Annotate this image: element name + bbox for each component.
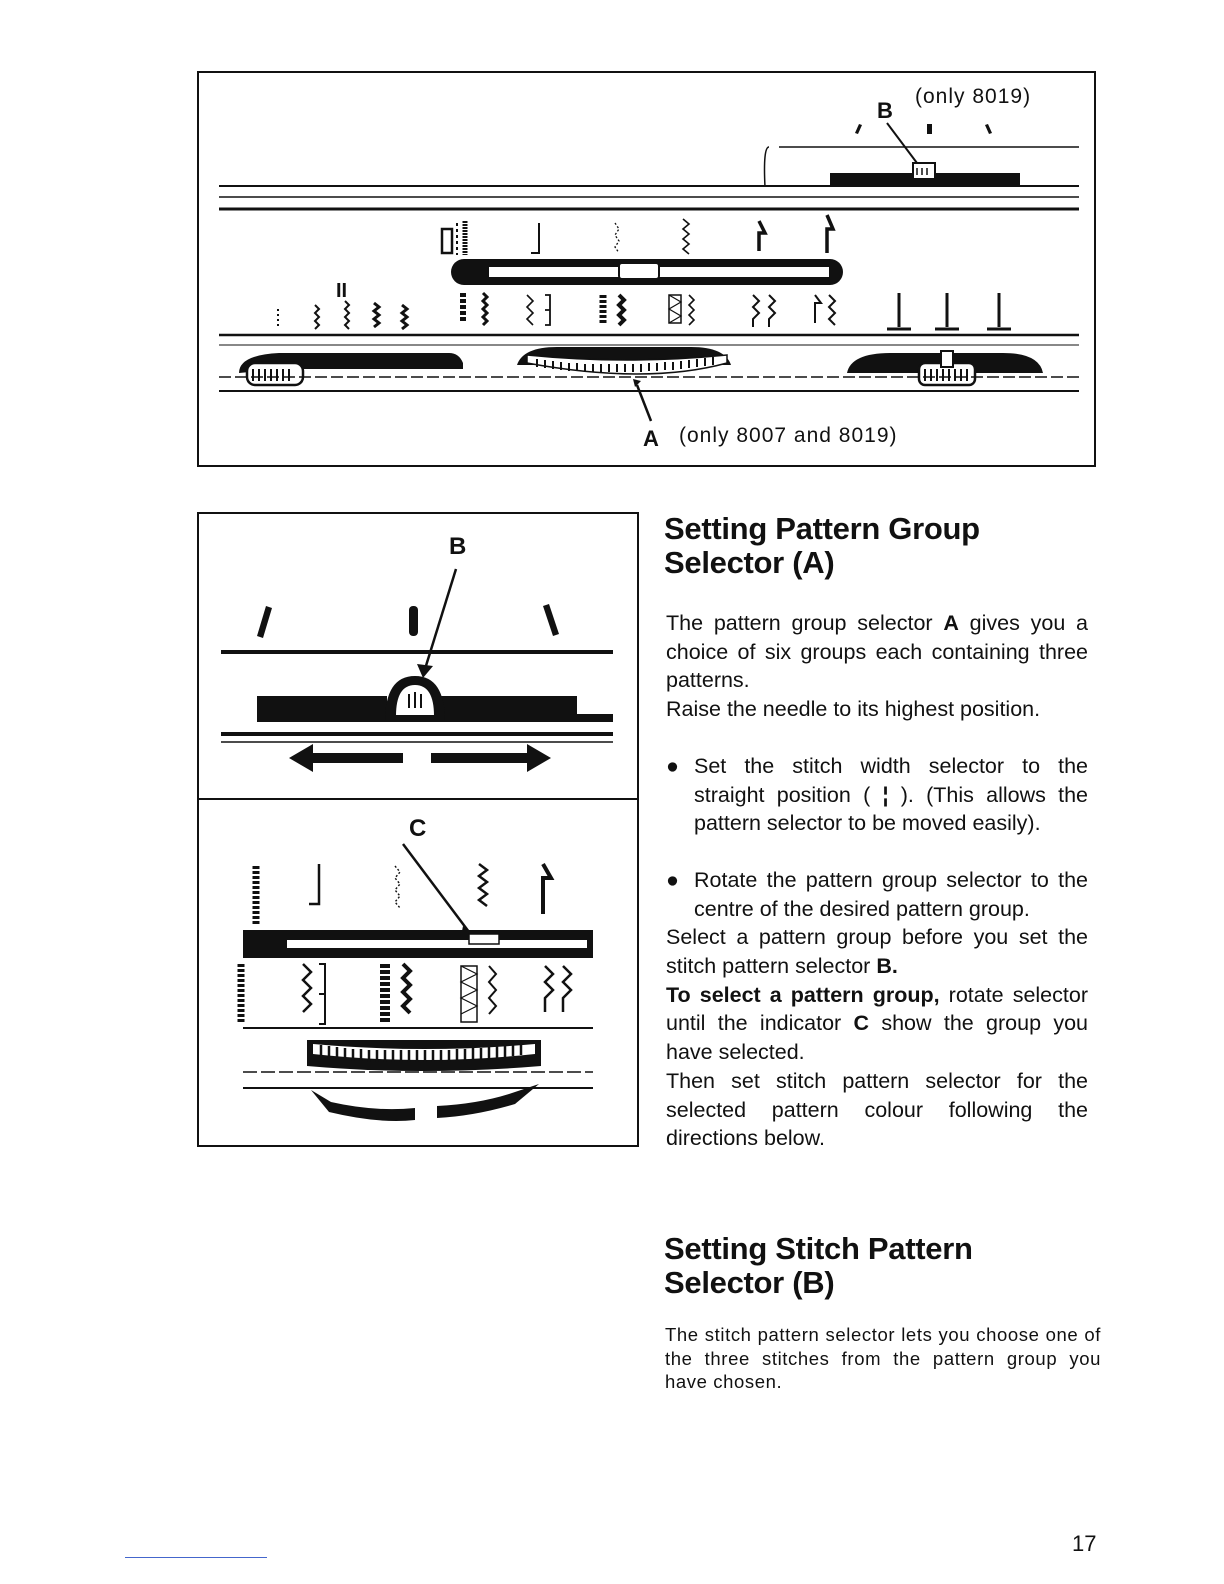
page-number: 17 [1072, 1531, 1097, 1556]
position-mark-right [985, 124, 992, 134]
bullet-dot: ● [666, 753, 679, 778]
label-b: B [877, 98, 893, 123]
section2-heading-line2: Selector (B) [664, 1265, 835, 1300]
label-c: C [409, 815, 427, 842]
section2-heading-line1: Setting Stitch Pattern [664, 1231, 973, 1266]
top-diagram-panel [197, 71, 1096, 467]
position-mark-left [855, 124, 862, 134]
bullet-dot: ● [666, 867, 679, 892]
intro-paragraph: The pattern group selector A gives you a choice of six groups each containing three patterns. [666, 611, 1088, 693]
section2-body: The stitch pattern selector lets you choose one of the three stitches from the pattern group you have chosen. [665, 1324, 1101, 1392]
position-mark-center [927, 124, 932, 134]
label-b-detail: B [449, 533, 467, 560]
section1-heading-line2: Selector (A) [664, 545, 835, 580]
rotate-arrow-right [437, 1084, 539, 1118]
label-a-note: (only 8007 and 8019) [679, 424, 898, 447]
section1-heading [664, 512, 980, 580]
straight-position-symbol: ¦ [882, 782, 889, 807]
section1-heading-line1: Setting Pattern Group [664, 511, 980, 546]
select-group-text: Select a pattern group before you set the stitch pattern selector B. [666, 925, 1088, 979]
section2-heading [664, 1232, 973, 1300]
machine-selector-diagram [199, 73, 1094, 465]
arrow-b [887, 123, 917, 163]
right-arrow [431, 744, 551, 772]
then-set-text: Then set stitch pattern selector for the selected pattern colour following the directions below. [666, 1068, 1088, 1151]
to-select-text: To select a pattern group, rotate selector until the indicator C show the group you have selected. [666, 982, 1088, 1065]
raise-needle-text: Raise the needle to its highest position. [666, 697, 1041, 722]
footer-link-line [125, 1557, 267, 1558]
arrow-c [403, 844, 469, 932]
bullet-rotate-selector: ● Rotate the pattern group selector to the centre of the desired pattern group. [666, 867, 1088, 921]
left-arrow [289, 744, 403, 772]
svg-text:II: II [336, 280, 348, 302]
selector-detail-diagram [199, 514, 637, 1145]
section1-body [666, 609, 1088, 1153]
rotate-arrow-left [311, 1090, 415, 1121]
label-a: A [643, 426, 659, 451]
bullet-stitch-width: ● Set the stitch width selector to the straight position ( ¦ ). (This allows the pattern selector to be moved easily). [666, 753, 1088, 836]
label-b-note: (only 8019) [915, 85, 1032, 108]
left-diagram-panel [197, 512, 639, 1147]
